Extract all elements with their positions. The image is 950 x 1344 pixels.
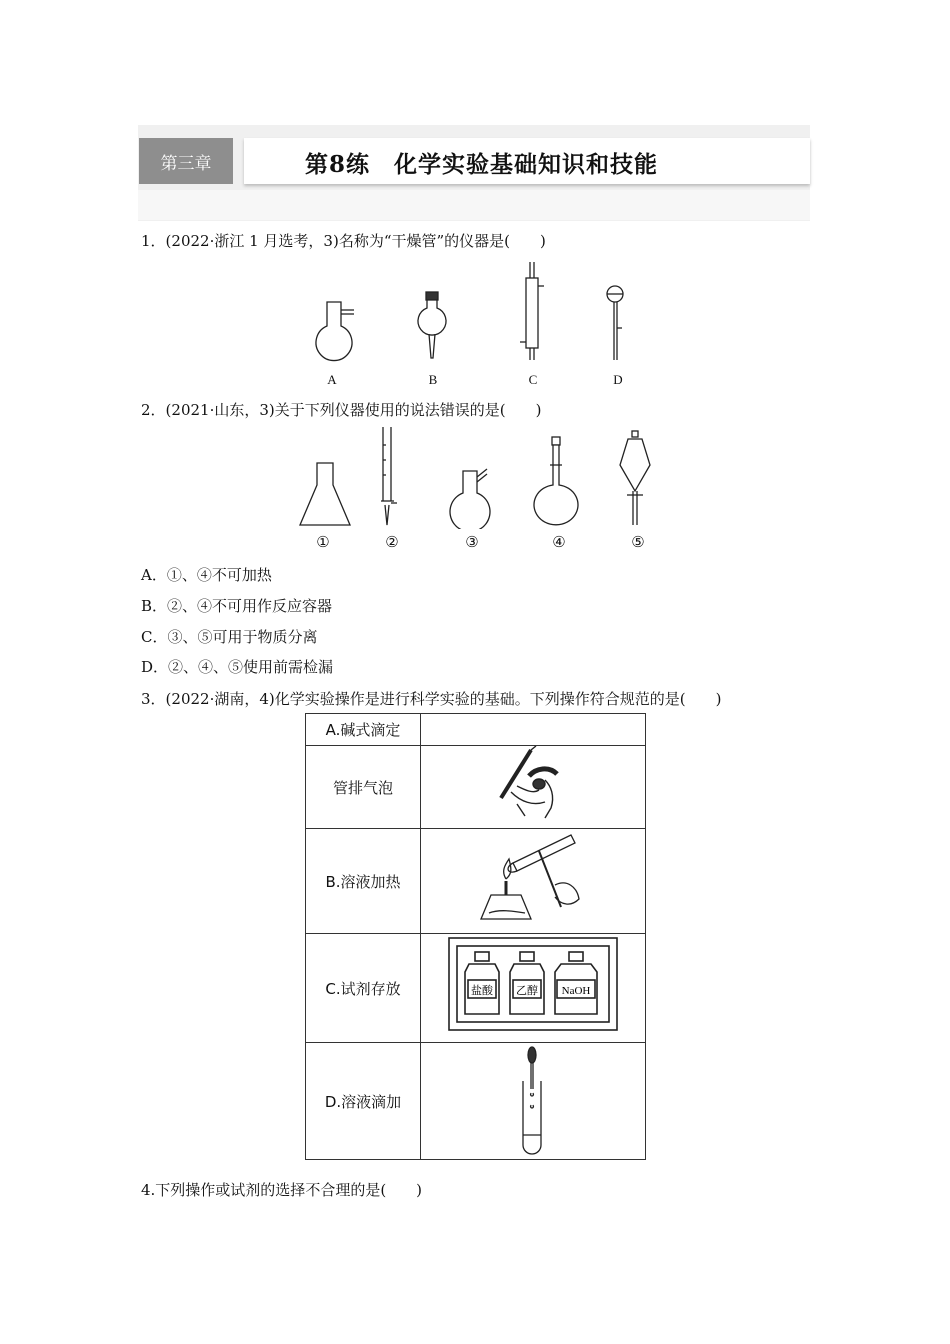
question-2-text: 2．(2021·山东，3)关于下列仪器使用的说法错误的是( ) [141, 401, 542, 419]
bottle-label-naoh: NaOH [561, 985, 591, 997]
q1-label-d: D [613, 372, 623, 387]
table-row [306, 829, 646, 934]
q1-label-a: A [327, 372, 337, 387]
table-row [306, 934, 646, 1043]
question-3-text: 3．(2022·湖南，4)化学实验操作是进行科学实验的基础。下列操作符合规范的是( ) [141, 690, 722, 708]
header-band-lower [138, 190, 810, 220]
row-d-label: D.溶液滴加 [306, 1043, 421, 1160]
q2-label-4: ④ [552, 533, 566, 551]
q1-label-b: B [428, 372, 438, 387]
q2-apparatus-figure [295, 425, 655, 529]
bottle-label-ethanol: 乙醇 [516, 984, 538, 997]
row-a-label-cont: 管排气泡 [306, 746, 421, 829]
q2-option-b: B．②、④不可用作反应容器 [141, 597, 333, 615]
drying-tube-d [607, 286, 623, 360]
table-row [306, 746, 646, 829]
q2-label-2: ② [385, 533, 399, 551]
table-row [306, 714, 646, 746]
burette-bubble-removal-image [421, 746, 645, 824]
page-title: 第8练 化学实验基础知识和技能 [305, 151, 659, 178]
q2-option-c: C．③、⑤可用于物质分离 [141, 628, 318, 646]
q3-options-table [305, 713, 646, 1160]
solution-heating-image [421, 829, 645, 929]
conical-flask [300, 463, 350, 525]
q2-label-1: ① [316, 533, 330, 551]
row-c-label: C.试剂存放 [306, 934, 421, 1043]
question-1-text: 1．(2022·浙江 1 月选考，3)名称为“干燥管”的仪器是( ) [141, 232, 546, 250]
dropper-adding-solution-image [421, 1043, 645, 1155]
drying-bulb-b [418, 292, 446, 358]
row-a-label: A.碱式滴定 [306, 714, 421, 746]
q2-label-3: ③ [465, 533, 479, 551]
q1-label-c: C [528, 372, 538, 387]
volumetric-flask [534, 437, 578, 525]
q1-apparatus-figure [300, 258, 650, 366]
burette [381, 427, 397, 525]
condenser-c [520, 262, 544, 360]
distillation-flask [450, 469, 490, 529]
q2-option-d: D．②、④、⑤使用前需检漏 [141, 658, 334, 676]
separatory-funnel [620, 431, 650, 525]
chapter-label: 第三章 [139, 138, 233, 184]
question-4-text: 4.下列操作或试剂的选择不合理的是( ) [141, 1181, 423, 1199]
table-row [306, 1043, 646, 1160]
reagent-storage-image [421, 934, 645, 1038]
q2-option-a: A．①、④不可加热 [141, 566, 272, 584]
q2-label-5: ⑤ [631, 533, 645, 551]
bottle-label-hydrochloric-acid: 盐酸 [471, 984, 493, 997]
row-b-label: B.溶液加热 [306, 829, 421, 934]
distilling-flask-a [316, 302, 354, 361]
